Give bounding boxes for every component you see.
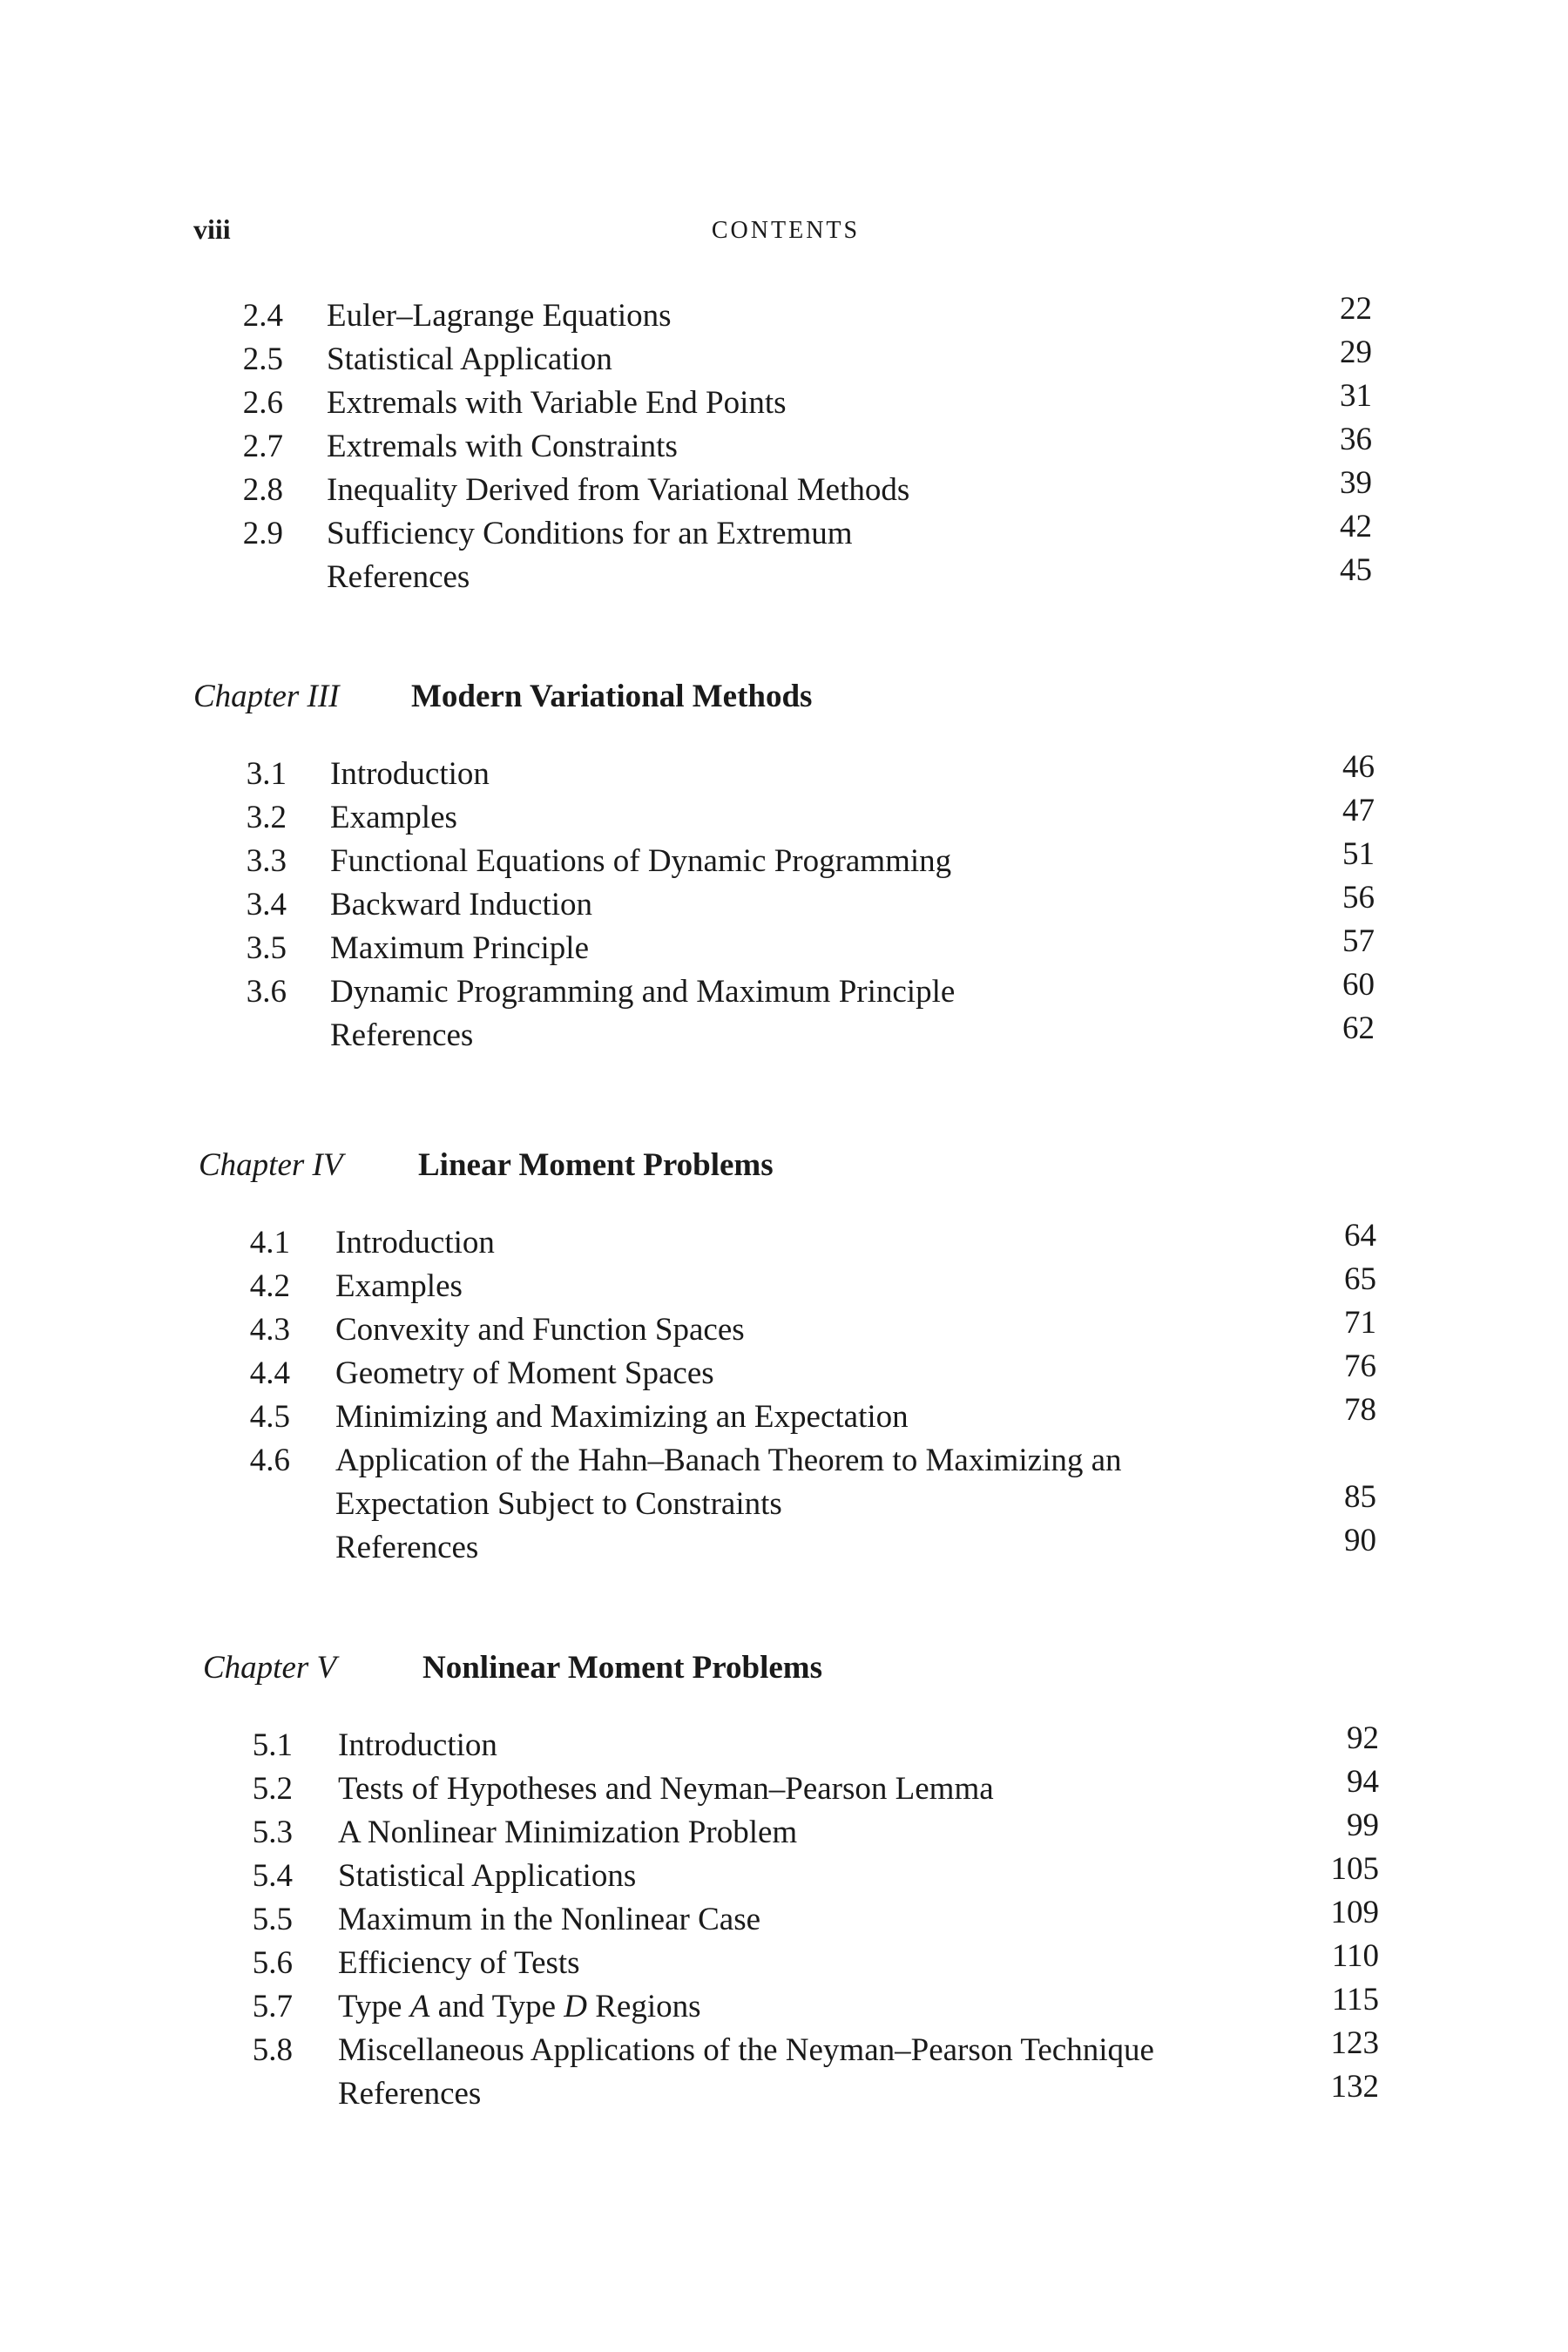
toc-title-part: Regions xyxy=(587,1989,701,2024)
toc-entry-title: Introduction xyxy=(335,1225,495,1260)
toc-entry-page: 56 xyxy=(1342,880,1375,916)
running-head xyxy=(193,213,1378,248)
toc-entry-page: 90 xyxy=(1344,1523,1376,1558)
toc-entry-number: 3.5 xyxy=(246,930,287,966)
chapter-label: Chapter IV xyxy=(199,1147,343,1183)
toc-entry-page: 71 xyxy=(1344,1305,1376,1341)
toc-entry-page: 132 xyxy=(1330,2069,1379,2105)
toc-entry-page: 92 xyxy=(1347,1720,1379,1756)
toc-entry-title: Backward Induction xyxy=(330,887,593,923)
toc-entry-number: 4.4 xyxy=(249,1355,290,1391)
toc-entry-title: Maximum in the Nonlinear Case xyxy=(338,1902,761,1937)
toc-entry-number: 4.2 xyxy=(249,1268,290,1304)
toc-entry-title: Geometry of Moment Spaces xyxy=(335,1355,714,1391)
chapter2-entries xyxy=(0,291,1568,599)
toc-entry-page: 105 xyxy=(1330,1851,1379,1887)
toc-entry-title: Examples xyxy=(330,800,457,835)
chapter5-section xyxy=(0,1649,1568,2116)
toc-entry-page: 36 xyxy=(1340,422,1372,457)
toc-entry-page: 45 xyxy=(1340,552,1372,588)
chapter-heading xyxy=(0,1649,1568,1693)
toc-entry-number: 4.5 xyxy=(249,1399,290,1435)
toc-entry-number: 4.6 xyxy=(249,1443,290,1478)
toc-entry-number: 5.6 xyxy=(252,1945,293,1981)
toc-entry-page: 60 xyxy=(1342,967,1375,1003)
toc-entry-page: 46 xyxy=(1342,749,1375,785)
toc-entry-title: Introduction xyxy=(330,756,490,792)
toc-entry-page: 65 xyxy=(1344,1261,1376,1297)
toc-entry-page: 47 xyxy=(1342,793,1375,828)
toc-entry-page: 62 xyxy=(1342,1010,1375,1046)
chapter5-entries xyxy=(0,1720,1568,2116)
toc-entry-title: Inequality Derived from Variational Methods xyxy=(327,472,910,508)
toc-entry-number: 5.5 xyxy=(252,1902,293,1937)
toc-entry-4-5[interactable] xyxy=(0,1392,1568,1439)
toc-entry-title: References xyxy=(335,1530,479,1565)
chapter-title: Modern Variational Methods xyxy=(411,679,813,714)
toc-entry-page: 78 xyxy=(1344,1392,1376,1428)
toc-entry-4-6[interactable] xyxy=(0,1439,1568,1526)
toc-entry-page: 85 xyxy=(1344,1479,1376,1515)
chapter-label: Chapter III xyxy=(193,679,340,714)
toc-entry-title: Convexity and Function Spaces xyxy=(335,1312,745,1348)
toc-entry-page: 39 xyxy=(1340,465,1372,501)
toc-entry-number: 3.3 xyxy=(246,843,287,879)
toc-entry-title: Efficiency of Tests xyxy=(338,1945,580,1981)
chapter3-entries xyxy=(0,749,1568,1058)
toc-entry-title: Miscellaneous Applications of the Neyman–Pearson Technique xyxy=(338,2032,1154,2068)
toc-entry-references[interactable] xyxy=(0,1010,1568,1058)
toc-entry-page: 115 xyxy=(1331,1982,1379,2017)
toc-entry-number: 5.1 xyxy=(252,1727,293,1763)
toc-entry-number: 2.4 xyxy=(242,298,283,334)
toc-title-part: Type xyxy=(338,1989,410,2024)
chapter-title: Nonlinear Moment Problems xyxy=(422,1650,823,1686)
toc-entry-number: 2.6 xyxy=(242,385,283,421)
chapter4-section xyxy=(0,1146,1568,1570)
toc-entry-title: Statistical Application xyxy=(327,341,612,377)
toc-entry-page: 42 xyxy=(1340,509,1372,544)
toc-entry-references[interactable] xyxy=(0,1523,1568,1570)
chapter-heading xyxy=(0,1146,1568,1190)
toc-entry-number: 2.7 xyxy=(242,429,283,464)
toc-title-italic-d: D xyxy=(564,1989,587,2024)
chapter2-continued-section xyxy=(0,291,1568,599)
toc-entry-number: 2.9 xyxy=(242,516,283,551)
toc-entry-title: References xyxy=(330,1017,474,1053)
chapter-label: Chapter V xyxy=(203,1650,337,1686)
toc-entry-number: 3.2 xyxy=(246,800,287,835)
toc-entry-title xyxy=(338,1985,701,2029)
toc-entry-page: 109 xyxy=(1330,1895,1379,1930)
toc-entry-title: References xyxy=(338,2076,482,2112)
toc-entry-page: 57 xyxy=(1342,923,1375,959)
toc-entry-number: 5.4 xyxy=(252,1858,293,1894)
toc-entry-page: 29 xyxy=(1340,335,1372,370)
toc-entry-page: 76 xyxy=(1344,1348,1376,1384)
toc-entry-number: 3.6 xyxy=(246,974,287,1010)
toc-entry-title: Tests of Hypotheses and Neyman–Pearson Lemma xyxy=(338,1771,994,1807)
toc-entry-number: 5.2 xyxy=(252,1771,293,1807)
chapter-heading xyxy=(0,678,1568,721)
toc-entry-page: 123 xyxy=(1330,2025,1379,2061)
toc-entry-page: 99 xyxy=(1347,1808,1379,1843)
toc-title-part: and Type xyxy=(429,1989,564,2024)
toc-entry-title: A Nonlinear Minimization Problem xyxy=(338,1815,798,1850)
toc-entry-number: 5.7 xyxy=(252,1989,293,2024)
running-title: CONTENTS xyxy=(711,217,861,244)
toc-entry-title: Extremals with Variable End Points xyxy=(327,385,787,421)
toc-entry-page: 51 xyxy=(1342,836,1375,872)
toc-entry-title: Application of the Hahn–Banach Theorem to Maximizing an Expectation Subject to Constraints xyxy=(335,1443,1122,1522)
chapter-title: Linear Moment Problems xyxy=(418,1147,774,1183)
toc-entry-page: 22 xyxy=(1340,291,1372,327)
toc-entry-references[interactable] xyxy=(0,2069,1568,2116)
toc-entry-title: Minimizing and Maximizing an Expectation xyxy=(335,1399,909,1435)
toc-entry-title: Functional Equations of Dynamic Programming xyxy=(330,843,952,879)
chapter3-section xyxy=(0,678,1568,1058)
toc-entry-title: Extremals with Constraints xyxy=(327,429,678,464)
toc-entry-number: 2.5 xyxy=(242,341,283,377)
toc-entry-number: 4.1 xyxy=(249,1225,290,1260)
toc-entry-page: 94 xyxy=(1347,1764,1379,1800)
toc-entry-number: 3.1 xyxy=(246,756,287,792)
toc-entry-title: Dynamic Programming and Maximum Principle xyxy=(330,974,956,1010)
toc-entry-title: Examples xyxy=(335,1268,463,1304)
toc-entry-page: 64 xyxy=(1344,1218,1376,1254)
toc-entry-title: References xyxy=(327,559,470,595)
toc-entry-title: Introduction xyxy=(338,1727,497,1763)
toc-entry-title: Euler–Lagrange Equations xyxy=(327,298,672,334)
toc-entry-references[interactable] xyxy=(0,552,1568,599)
toc-entry-title: Sufficiency Conditions for an Extremum xyxy=(327,516,853,551)
toc-entry-page: 31 xyxy=(1340,378,1372,414)
toc-entry-title: Statistical Applications xyxy=(338,1858,637,1894)
page-folio: viii xyxy=(193,213,231,245)
toc-entry-page: 110 xyxy=(1331,1938,1379,1974)
toc-title-italic-a: A xyxy=(409,1989,430,2024)
toc-entry-number: 5.3 xyxy=(252,1815,293,1850)
toc-entry-number: 4.3 xyxy=(249,1312,290,1348)
toc-entry-number: 2.8 xyxy=(242,472,283,508)
toc-entry-number: 5.8 xyxy=(252,2032,293,2068)
toc-entry-title: Maximum Principle xyxy=(330,930,589,966)
chapter4-entries xyxy=(0,1218,1568,1570)
toc-entry-number: 3.4 xyxy=(246,887,287,923)
